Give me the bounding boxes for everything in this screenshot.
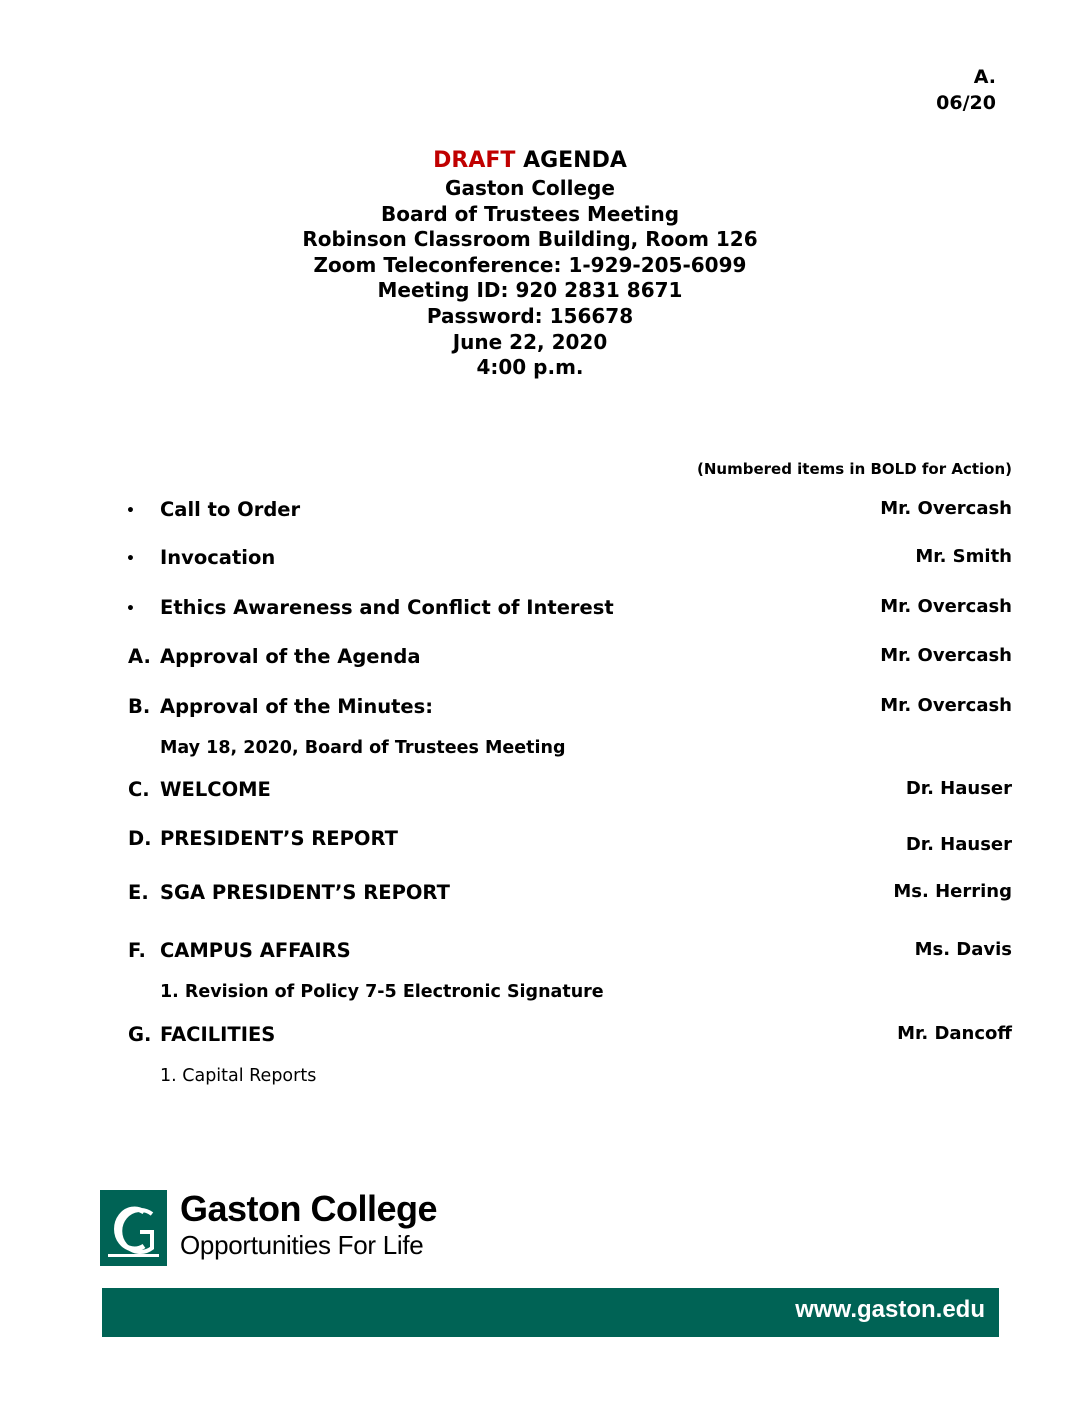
agenda-item-text: Ethics Awareness and Conflict of Interest (160, 596, 614, 619)
logo-college-name: Gaston College (180, 1188, 438, 1229)
draft-label: DRAFT (433, 148, 516, 173)
agenda-item-text: Call to Order (160, 498, 301, 521)
document-code (936, 64, 996, 116)
agenda-item-text: Approval of the Agenda (160, 645, 421, 668)
meeting-time: 4:00 p.m. (476, 355, 584, 380)
college-logo-icon (100, 1190, 167, 1266)
meeting-name: Board of Trustees Meeting (380, 201, 680, 226)
item-letter: D. (128, 827, 152, 850)
item-letter: C. (128, 778, 150, 801)
agenda-item-presenter: Mr. Overcash (880, 498, 1012, 519)
agenda-item-presenter: Mr. Smith (915, 546, 1012, 567)
item-letter: G. (128, 1023, 152, 1046)
agenda-item-presenter: Mr. Overcash (880, 596, 1012, 617)
bullet-marker: • (126, 551, 135, 567)
bullet-marker: • (126, 601, 135, 617)
agenda-item-presenter: Dr. Hauser (905, 834, 1012, 855)
sub-item-policy: 1. Revision of Policy 7-5 Electronic Signature (160, 982, 604, 1002)
agenda-item-text: CAMPUS AFFAIRS (160, 939, 351, 962)
agenda-item-presenter: Mr. Dancoff (897, 1023, 1012, 1044)
agenda-item-text: SGA PRESIDENT’S REPORT (160, 881, 450, 904)
agenda-item-text: WELCOME (160, 778, 271, 801)
item-letter: F. (128, 939, 146, 962)
item-letter: B. (128, 695, 151, 718)
meeting-location: Robinson Classroom Building, Room 126 (302, 227, 758, 252)
meeting-id: Meeting ID: 920 2831 8671 (377, 278, 683, 303)
agenda-header (0, 146, 1060, 381)
website-link[interactable]: www.gaston.edu (795, 1296, 985, 1323)
item-letter: E. (128, 881, 149, 904)
item-letter: A. (128, 645, 151, 668)
agenda-item-text: Approval of the Minutes: (160, 695, 434, 718)
agenda-item-presenter: Mr. Overcash (880, 645, 1012, 666)
agenda-item-presenter: Mr. Overcash (880, 695, 1012, 716)
logo-tagline: Opportunities For Life (180, 1230, 424, 1260)
agenda-item-presenter: Ms. Herring (893, 881, 1012, 902)
agenda-item-text: PRESIDENT’S REPORT (160, 827, 398, 850)
college-name: Gaston College (445, 176, 615, 200)
agenda-item-presenter: Dr. Hauser (905, 778, 1012, 799)
sub-item-capital-reports: 1. Capital Reports (160, 1066, 317, 1086)
agenda-label: AGENDA (523, 148, 627, 173)
agenda-title (0, 146, 1060, 176)
meeting-password: Password: 156678 (426, 303, 634, 328)
zoom-phone: Zoom Teleconference: 1-929-205-6099 (313, 252, 747, 277)
meeting-date: June 22, 2020 (452, 329, 608, 354)
document-code-line2: 06/20 (936, 92, 996, 114)
footer-bar (102, 1288, 999, 1337)
bullet-marker: • (126, 503, 135, 519)
sub-item-minutes: May 18, 2020, Board of Trustees Meeting (160, 738, 566, 758)
action-note: (Numbered items in BOLD for Action) (697, 460, 1012, 478)
agenda-item-presenter: Ms. Davis (914, 939, 1012, 960)
agenda-item-text: FACILITIES (160, 1023, 276, 1046)
document-code-line1: A. (973, 66, 996, 88)
agenda-item-text: Invocation (160, 546, 276, 569)
